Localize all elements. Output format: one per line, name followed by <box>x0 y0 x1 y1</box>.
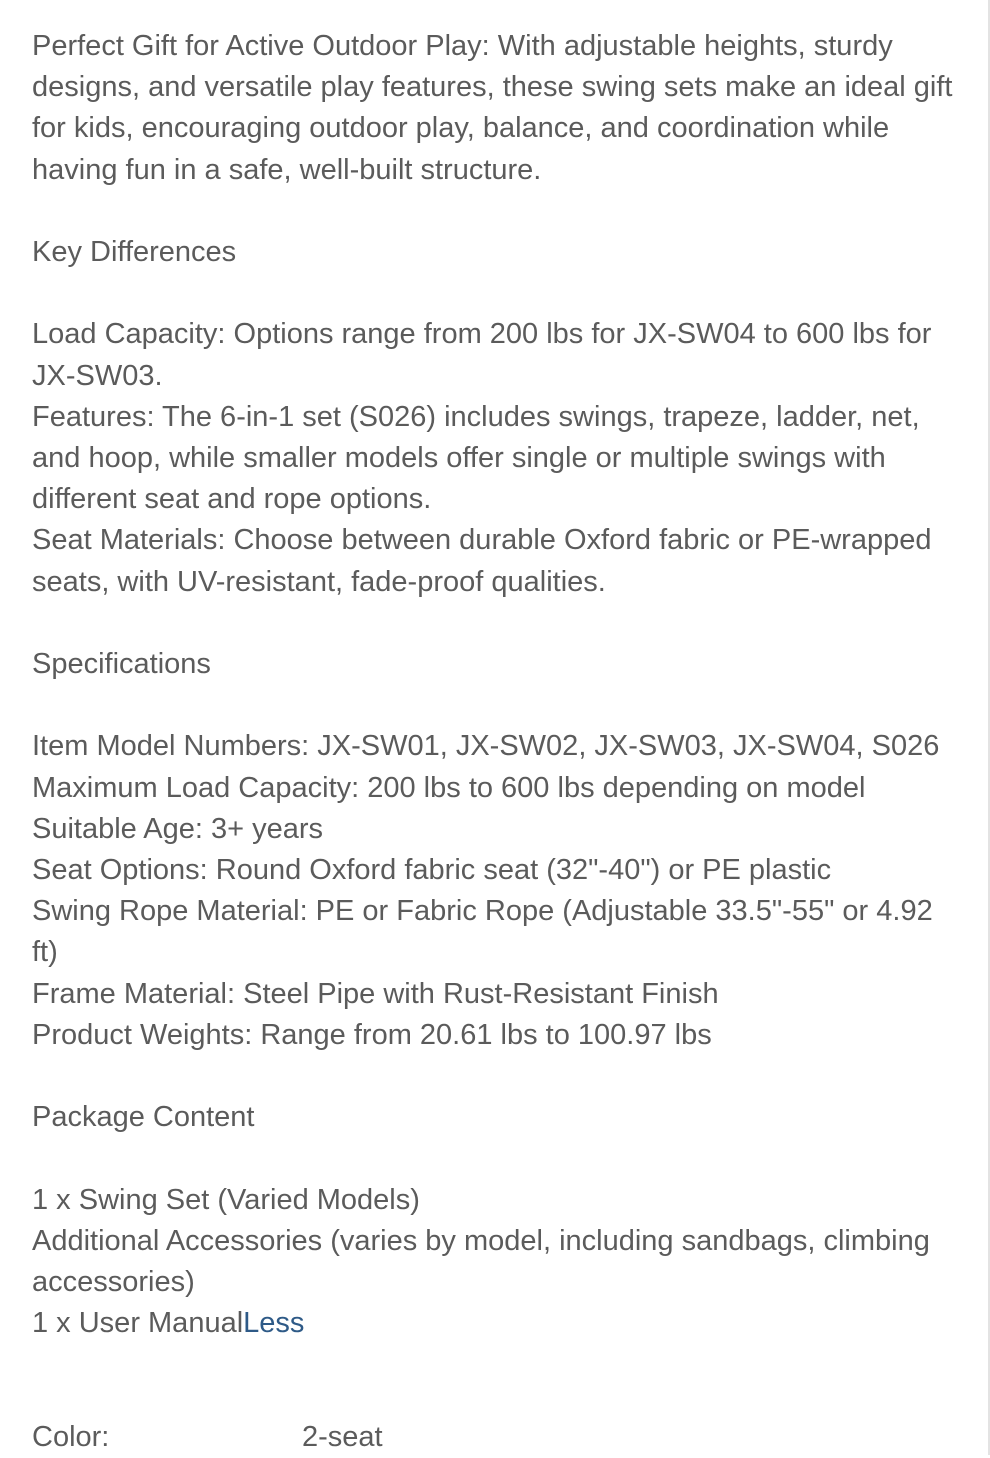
key-difference-item: Seat Materials: Choose between durable Oxford fabric or PE-wrapped seats, with UV-resistant, fade-proof qualities. <box>32 524 932 598</box>
spacer <box>32 1138 964 1179</box>
key-difference-item: Features: The 6-in-1 set (S026) includes swings, trapeze, ladder, net, and hoop, while smaller models offer single or multiple swings with different seat and rope options. <box>32 400 920 516</box>
package-content-heading: Package Content <box>32 1101 255 1134</box>
spacer <box>32 1056 964 1097</box>
color-label: Color: <box>32 1421 110 1453</box>
package-item-text: 1 x User Manual <box>32 1307 244 1340</box>
less-link[interactable]: Less <box>243 1307 305 1340</box>
package-item-last <box>32 1303 964 1344</box>
key-difference-item: Load Capacity: Options range from 200 lbs for JX-SW04 to 600 lbs for JX-SW03. <box>32 318 932 392</box>
specification-item: Swing Rope Material: PE or Fabric Rope (Adjustable 33.5"-55" or 4.92 ft) <box>32 895 933 969</box>
spacer <box>32 685 964 726</box>
specification-item: Suitable Age: 3+ years <box>32 812 324 845</box>
spacer <box>32 191 964 232</box>
specification-item: Frame Material: Steel Pipe with Rust-Resistant Finish <box>32 977 719 1010</box>
package-item: Additional Accessories (varies by model, including sandbags, climbing accessories) <box>32 1224 930 1298</box>
description-section <box>32 26 964 1344</box>
gift-paragraph: Perfect Gift for Active Outdoor Play: With adjustable heights, sturdy designs, and versatile play features, these swing sets make an ideal gift for kids, encouraging outdoor play, balance, and coordination while having fun in a safe, well-built structure. <box>32 30 953 186</box>
specification-item: Item Model Numbers: JX-SW01, JX-SW02, JX-SW03, JX-SW04, S026 <box>32 730 940 763</box>
specification-item: Maximum Load Capacity: 200 lbs to 600 lbs depending on model <box>32 771 866 804</box>
package-item: 1 x Swing Set (Varied Models) <box>32 1183 420 1216</box>
specifications-heading: Specifications <box>32 648 211 680</box>
spacer <box>32 273 964 314</box>
spacer <box>32 603 964 644</box>
key-differences-heading: Key Differences <box>32 236 237 268</box>
specification-item: Product Weights: Range from 20.61 lbs to 100.97 lbs <box>32 1018 712 1051</box>
color-selected-value[interactable]: 2-seat <box>302 1421 383 1453</box>
specification-item: Seat Options: Round Oxford fabric seat (32"-40") or PE plastic <box>32 854 832 886</box>
